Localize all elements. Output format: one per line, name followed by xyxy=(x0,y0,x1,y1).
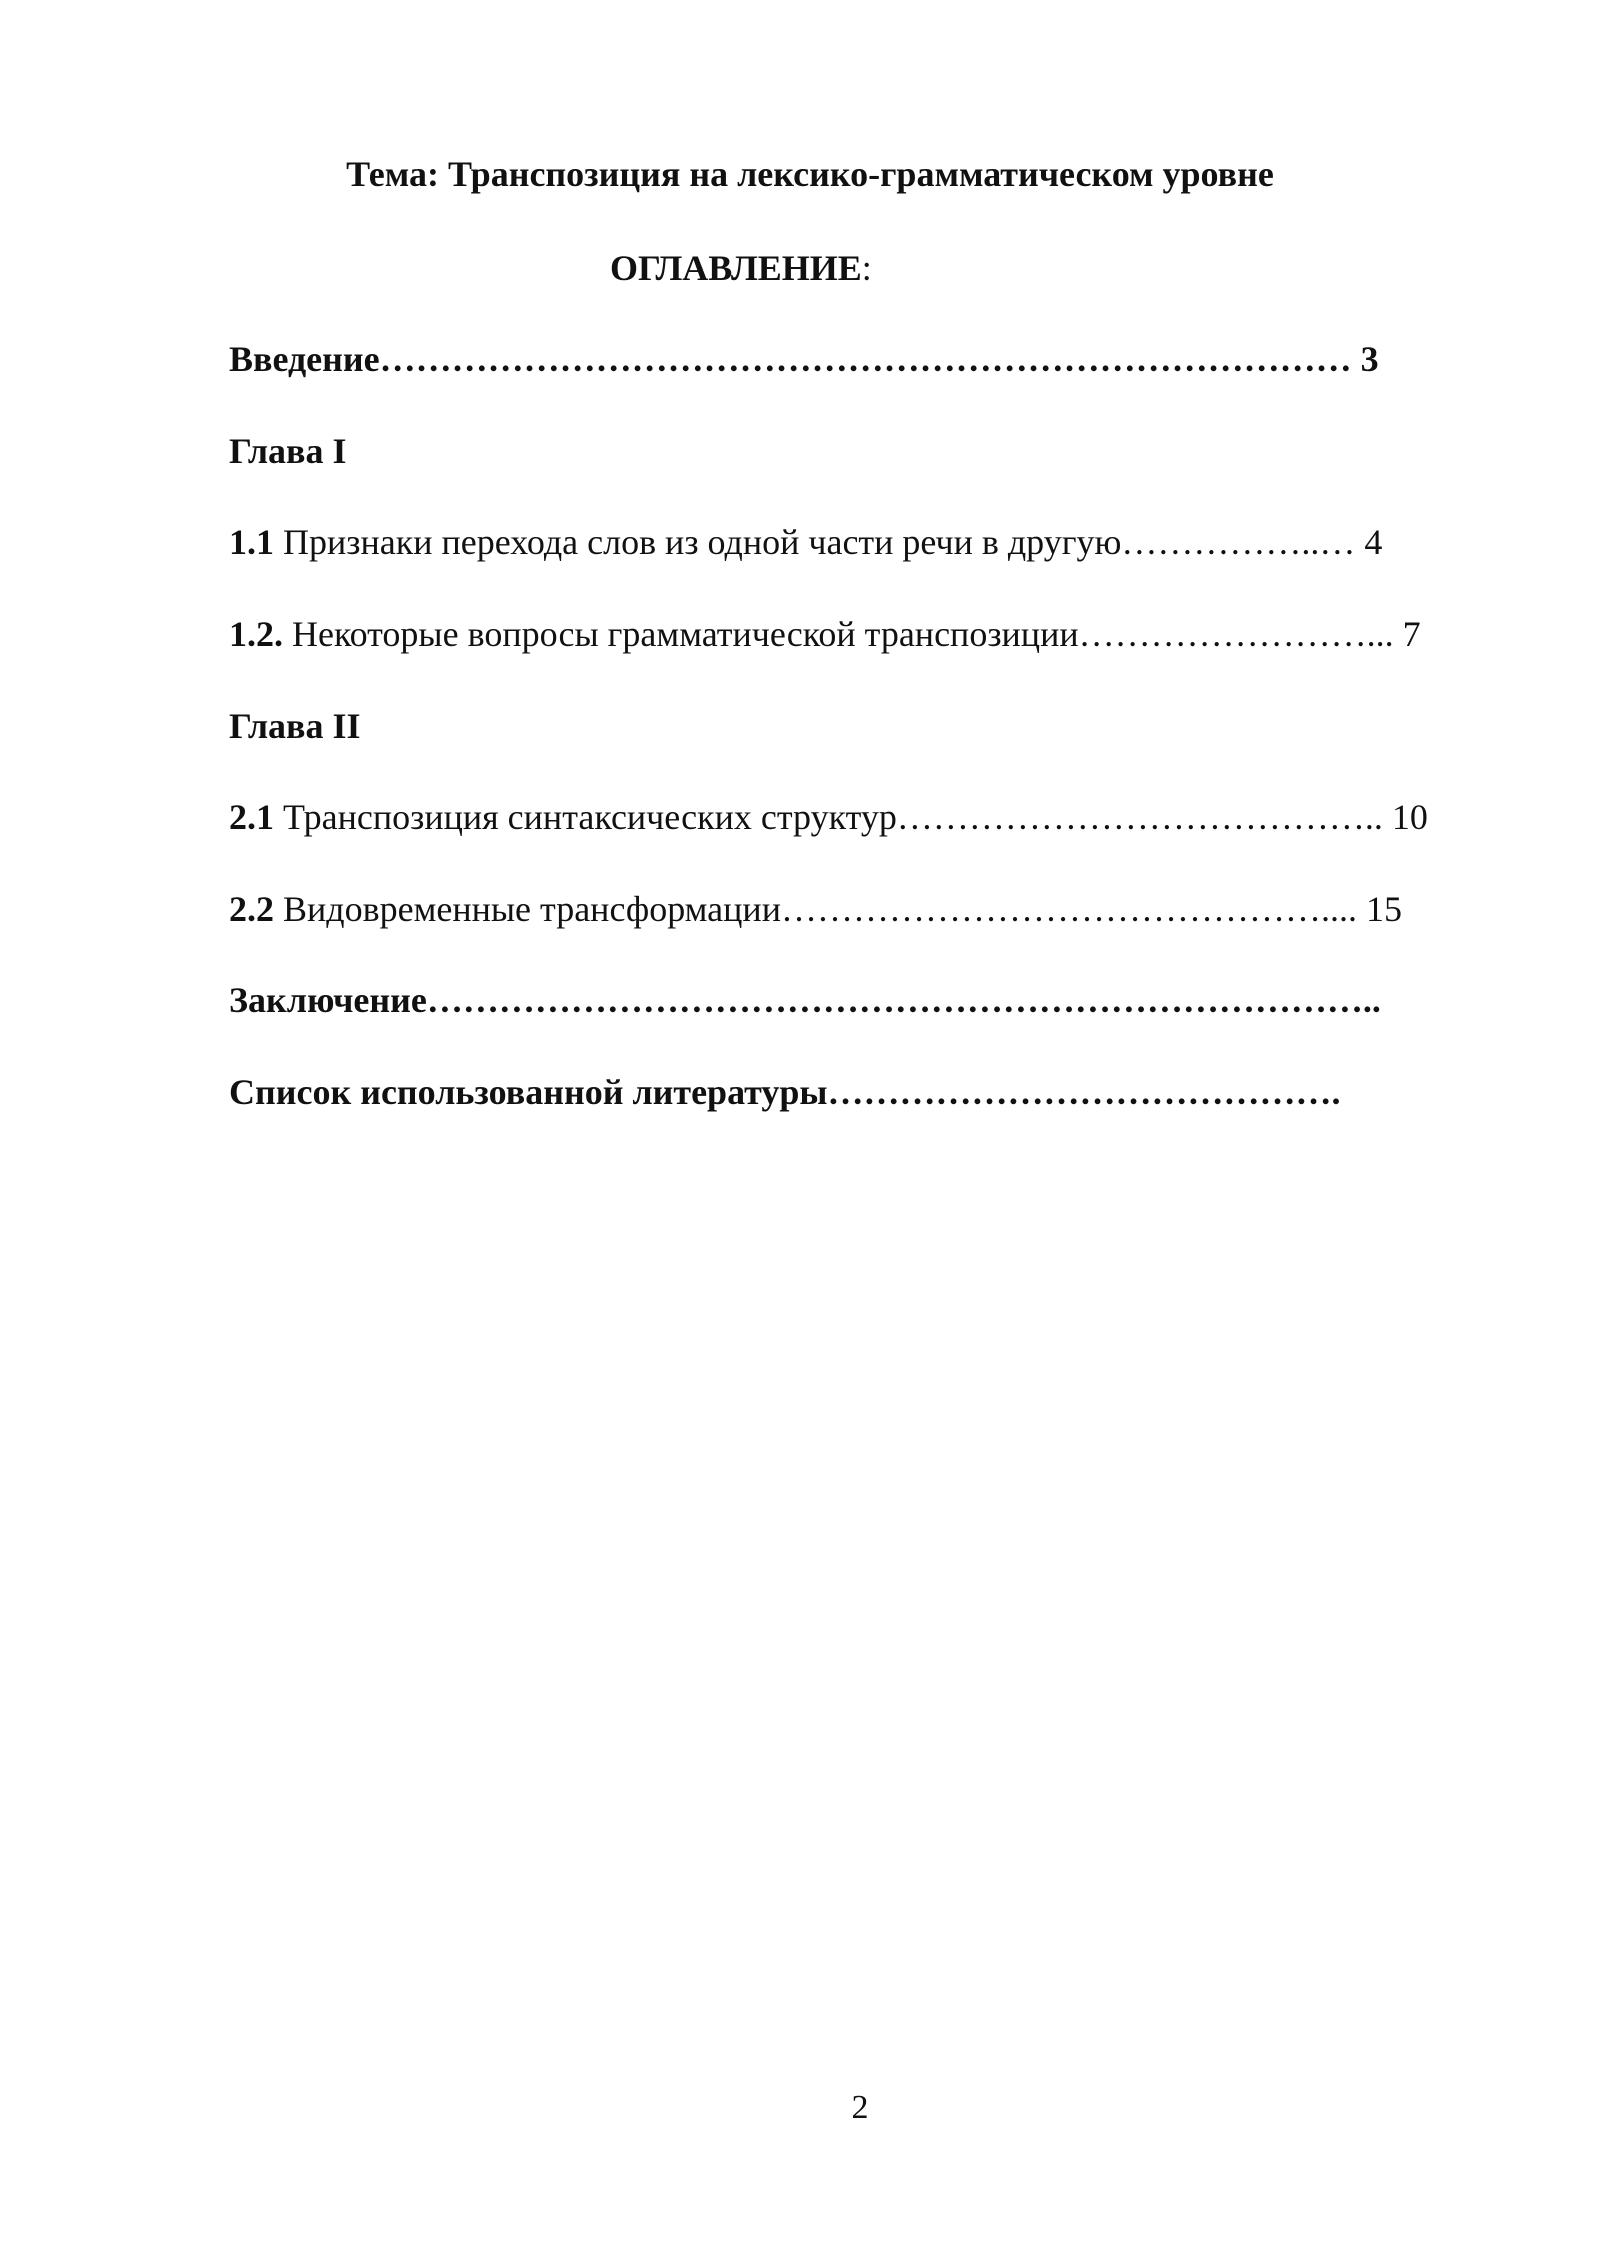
toc-heading-colon: : xyxy=(861,248,872,288)
toc-entry-number: 2.1 xyxy=(229,797,274,837)
toc-entry-text: Некоторые вопросы грамматической транспозиции……………………... 7 xyxy=(283,614,1421,654)
toc-entry-2-2 xyxy=(229,885,1402,933)
toc-entry-text: Список использованной литературы……………………………………. xyxy=(229,1072,1341,1112)
toc-entry-chapter-2 xyxy=(229,702,361,750)
toc-entry-text: Признаки перехода слов из одной части речи в другую……………..… 4 xyxy=(274,522,1383,562)
toc-entry-text: Глава I xyxy=(229,431,347,471)
toc-entry-2-1 xyxy=(229,793,1428,841)
toc-entry-introduction xyxy=(229,335,1379,383)
toc-heading xyxy=(610,244,872,292)
toc-entry-text: Заключение…………………………………………………………………….. xyxy=(229,980,1381,1020)
toc-entry-1-1 xyxy=(229,518,1382,566)
toc-entry-1-2 xyxy=(229,610,1421,658)
toc-entry-chapter-1 xyxy=(229,427,347,475)
page-number: 2 xyxy=(851,2089,869,2126)
toc-entry-text: Транспозиция синтаксических структур………………………………….. 10 xyxy=(274,797,1428,837)
toc-entry-text: Видовременные трансформации……………………………………….... 15 xyxy=(274,889,1402,929)
toc-entry-number: 1.1 xyxy=(229,522,274,562)
toc-entry-number: 2.2 xyxy=(229,889,274,929)
toc-entry-conclusion xyxy=(229,976,1381,1024)
toc-entry-text: Глава II xyxy=(229,706,361,746)
toc-entry-text: Введение……………………………………………………………………… 3 xyxy=(229,339,1379,379)
toc-heading-label: ОГЛАВЛЕНИЕ xyxy=(610,248,862,288)
toc-entry-references xyxy=(229,1068,1340,1116)
toc-entry-number: 1.2. xyxy=(229,614,283,654)
document-topic: Тема: Транспозиция на лексико-грамматическом уровне xyxy=(346,154,1274,194)
